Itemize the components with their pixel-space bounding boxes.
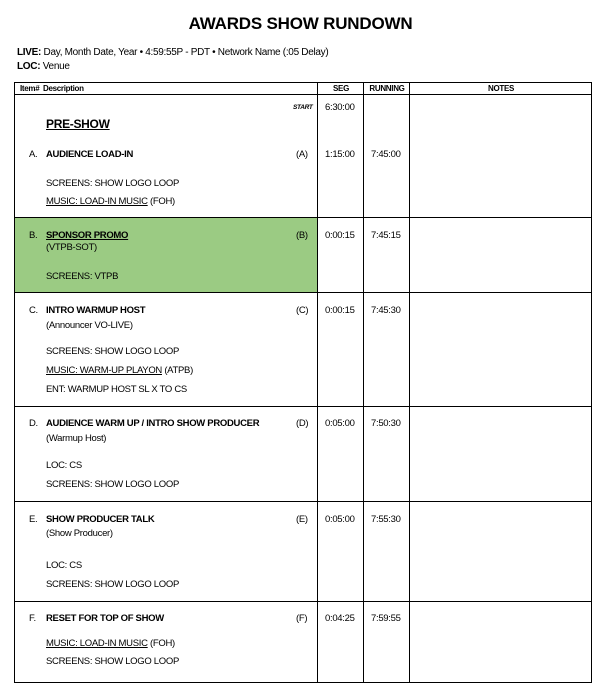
- item-seg: 1:15:00: [325, 149, 355, 160]
- item-title: SHOW PRODUCER TALK: [46, 514, 155, 525]
- item-running: 7:45:30: [371, 305, 401, 316]
- item-code: (F): [296, 613, 308, 624]
- item-line: [46, 638, 175, 650]
- item-running: 7:45:00: [371, 149, 401, 160]
- music-cue: MUSIC: WARM-UP PLAYON: [46, 365, 162, 376]
- item-title: SPONSOR PROMO: [46, 230, 129, 241]
- loc-value: Venue: [42, 61, 70, 72]
- item-line: SCREENS: SHOW LOGO LOOP: [46, 346, 179, 357]
- start-time: 6:30:00: [325, 102, 355, 113]
- item-subtitle: (Warmup Host): [46, 433, 107, 444]
- item-subtitle: (VTPB-SOT): [46, 242, 97, 253]
- item-code: (E): [296, 514, 308, 525]
- section-title: PRE-SHOW: [46, 117, 110, 131]
- item-seg: 0:00:15: [325, 305, 355, 316]
- item-running: 7:45:15: [371, 230, 401, 241]
- item-seg: 0:00:15: [325, 230, 355, 241]
- music-cue: MUSIC: LOAD-IN MUSIC: [46, 196, 148, 207]
- header-running: RUNNING: [369, 84, 405, 93]
- item-line: SCREENS: SHOW LOGO LOOP: [46, 178, 179, 189]
- column-divider-running: [363, 83, 364, 682]
- item-letter: B.: [29, 230, 38, 241]
- item-letter: E.: [29, 514, 38, 525]
- live-info: [17, 47, 328, 58]
- start-label: START: [293, 104, 313, 111]
- row-divider: [15, 501, 591, 502]
- item-code: (A): [296, 149, 308, 160]
- item-code: (D): [296, 418, 309, 429]
- item-line: LOC: CS: [46, 560, 82, 571]
- item-seg: 0:04:25: [325, 613, 355, 624]
- header-seg: SEG: [333, 84, 349, 93]
- row-divider: [15, 406, 591, 407]
- item-subtitle: (Show Producer): [46, 528, 113, 539]
- column-divider-notes: [409, 83, 410, 682]
- header-notes: NOTES: [487, 84, 515, 93]
- row-divider: [15, 217, 591, 218]
- item-seg: 0:05:00: [325, 418, 355, 429]
- item-letter: F.: [29, 613, 36, 624]
- music-cue: MUSIC: LOAD-IN MUSIC: [46, 638, 148, 649]
- music-cue-source: (ATPB): [161, 365, 193, 376]
- header-description: Description: [43, 84, 84, 93]
- location-info: [17, 61, 70, 72]
- item-seg: 0:05:00: [325, 514, 355, 525]
- item-line: ENT: WARMUP HOST SL X TO CS: [46, 384, 187, 395]
- item-letter: D.: [29, 418, 38, 429]
- item-title: AUDIENCE LOAD-IN: [46, 149, 134, 160]
- item-line: SCREENS: SHOW LOGO LOOP: [46, 479, 179, 490]
- item-line: SCREENS: VTPB: [46, 271, 119, 282]
- item-line: [46, 365, 193, 377]
- item-letter: A.: [29, 149, 38, 160]
- music-cue-source: (FOH): [147, 638, 175, 649]
- item-running: 7:59:55: [371, 613, 401, 624]
- item-code: (C): [296, 305, 309, 316]
- rundown-table: [14, 82, 592, 683]
- item-title: INTRO WARMUP HOST: [46, 305, 146, 316]
- item-title: AUDIENCE WARM UP / INTRO SHOW PRODUCER: [46, 418, 260, 429]
- loc-label: LOC:: [17, 61, 41, 72]
- music-cue-source: (FOH): [147, 196, 175, 207]
- item-line: SCREENS: SHOW LOGO LOOP: [46, 579, 179, 590]
- item-line: SCREENS: SHOW LOGO LOOP: [46, 656, 179, 667]
- row-divider: [15, 292, 591, 293]
- row-divider: [15, 601, 591, 602]
- header-item: Item#: [20, 84, 40, 93]
- item-subtitle: (Announcer VO-LIVE): [46, 320, 133, 331]
- item-running: 7:50:30: [371, 418, 401, 429]
- item-running: 7:55:30: [371, 514, 401, 525]
- column-divider-seg: [317, 83, 318, 682]
- document-title: AWARDS SHOW RUNDOWN: [188, 14, 413, 33]
- live-label: LIVE:: [17, 47, 42, 58]
- item-letter: C.: [29, 305, 38, 316]
- item-title: RESET FOR TOP OF SHOW: [46, 613, 164, 624]
- item-code: (B): [296, 230, 308, 241]
- item-line: LOC: CS: [46, 460, 82, 471]
- live-value: Day, Month Date, Year • 4:59:55P - PDT • Network Name (:05 Delay): [43, 47, 329, 58]
- item-line: [46, 196, 175, 208]
